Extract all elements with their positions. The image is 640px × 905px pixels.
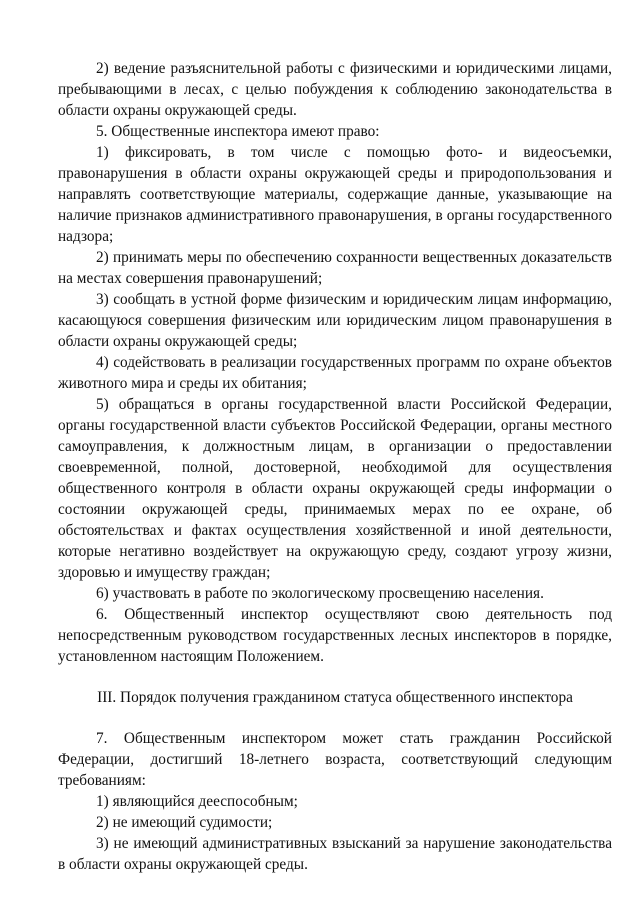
paragraph: 6) участвовать в работе по экологическому просвещению населения. bbox=[96, 585, 544, 602]
document-page bbox=[58, 58, 612, 875]
paragraph: 3) не имеющий административных взысканий за нарушение законодательства в области охраны окружающей среды. bbox=[58, 835, 612, 873]
paragraph: 2) не имеющий судимости; bbox=[96, 814, 273, 831]
paragraph: 5) обращаться в органы государственной власти Российской Федерации, органы государственной власти субъектов Российской Федерации, органы местного самоуправления, к должностным лицам, в организации о предоставлении своевременной, полной, достоверной, необходимой для осуществления общественного контроля в области охраны окружающей среды информации о состоянии окружающей среды, принимаемых мерах по ее охране, об обстоятельствах и фактах осуществления хозяйственной и иной деятельности, которые негативно воздействует на окружающую среду, создают угрозу жизни, здоровью и имуществу граждан; bbox=[58, 396, 612, 581]
paragraph: 1) фиксировать, в том числе с помощью фото- и видеосъемки, правонарушения в области охраны окружающей среды и природопользования и направлять соответствующие материалы, содержащие данные, указывающие на наличие признаков административного правонарушения, в органы государственного надзора; bbox=[58, 144, 612, 245]
paragraph: 4) содействовать в реализации государственных программ по охране объектов животного мира и среды их обитания; bbox=[58, 354, 612, 392]
paragraph: 1) являющийся дееспособным; bbox=[96, 793, 298, 810]
paragraph: 2) ведение разъяснительной работы с физическими и юридическими лицами, пребывающими в лесах, с целью побуждения к соблюдению законодательства в области охраны окружающей среды. bbox=[58, 60, 612, 119]
paragraph: 6. Общественный инспектор осуществляют свою деятельность под непосредственным руководством государственных лесных инспекторов в порядке, установленном настоящим Положением. bbox=[58, 606, 612, 665]
section-heading: III. Порядок получения гражданином статуса общественного инспектора bbox=[97, 689, 573, 706]
paragraph: 5. Общественные инспектора имеют право: bbox=[96, 123, 380, 140]
paragraph: 7. Общественным инспектором может стать гражданин Российской Федерации, достигший 18-летнего возраста, соответствующий следующим требованиям: bbox=[58, 730, 612, 789]
paragraph: 3) сообщать в устной форме физическим и юридическим лицам информацию, касающуюся совершения физическим или юридическим лицом правонарушения в области охраны окружающей среды; bbox=[58, 291, 612, 350]
paragraph: 2) принимать меры по обеспечению сохранности вещественных доказательств на местах совершения правонарушений; bbox=[58, 249, 612, 287]
